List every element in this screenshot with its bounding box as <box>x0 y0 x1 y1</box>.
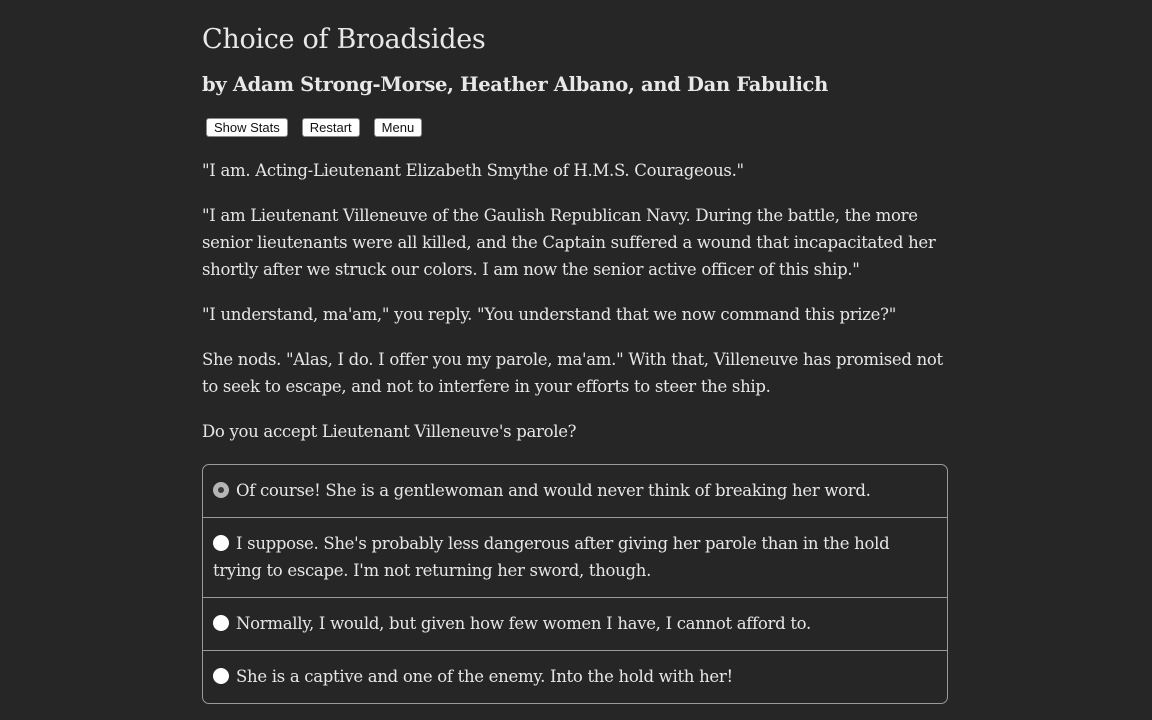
choice-prompt: Do you accept Lieutenant Villeneuve's parole? <box>202 422 577 441</box>
choice-label: She is a captive and one of the enemy. Into the hold with her! <box>236 667 733 686</box>
story-paragraph: She nods. "Alas, I do. I offer you my parole, ma'am." With that, Villeneuve has promised not to seek to escape, and not to interfere in your efforts to steer the ship. <box>202 350 943 396</box>
game-author: by Adam Strong-Morse, Heather Albano, and Dan Fabulich <box>202 73 829 96</box>
story-paragraph: "I am. Acting-Lieutenant Elizabeth Smythe of H.M.S. Courageous." <box>202 161 744 180</box>
story-paragraph: "I am Lieutenant Villeneuve of the Gaulish Republican Navy. During the battle, the more senior lieutenants were all killed, and the Captain suffered a wound that incapacitated her shortly after we struck our colors. I am now the senior active officer of this ship." <box>202 206 936 279</box>
radio-button[interactable] <box>213 535 229 551</box>
choice-list <box>202 464 948 704</box>
choice-label: Of course! She is a gentlewoman and would never think of breaking her word. <box>236 481 871 500</box>
menu-button[interactable]: Menu <box>374 118 423 137</box>
radio-button[interactable] <box>213 482 229 498</box>
choice-option-3[interactable] <box>203 597 947 650</box>
choice-option-2[interactable] <box>203 517 947 597</box>
choice-option-4[interactable] <box>203 650 947 703</box>
choice-label: I suppose. She's probably less dangerous after giving her parole than in the hold trying to escape. I'm not returning her sword, though. <box>213 534 890 580</box>
choice-label: Normally, I would, but given how few women I have, I cannot afford to. <box>236 614 811 633</box>
toolbar <box>206 118 422 137</box>
choice-option-1[interactable] <box>203 465 947 517</box>
show-stats-button[interactable]: Show Stats <box>206 118 288 137</box>
radio-button[interactable] <box>213 615 229 631</box>
story-paragraph: "I understand, ma'am," you reply. "You understand that we now command this prize?" <box>202 305 896 324</box>
restart-button[interactable]: Restart <box>302 118 360 137</box>
game-title: Choice of Broadsides <box>202 24 486 55</box>
radio-button[interactable] <box>213 668 229 684</box>
